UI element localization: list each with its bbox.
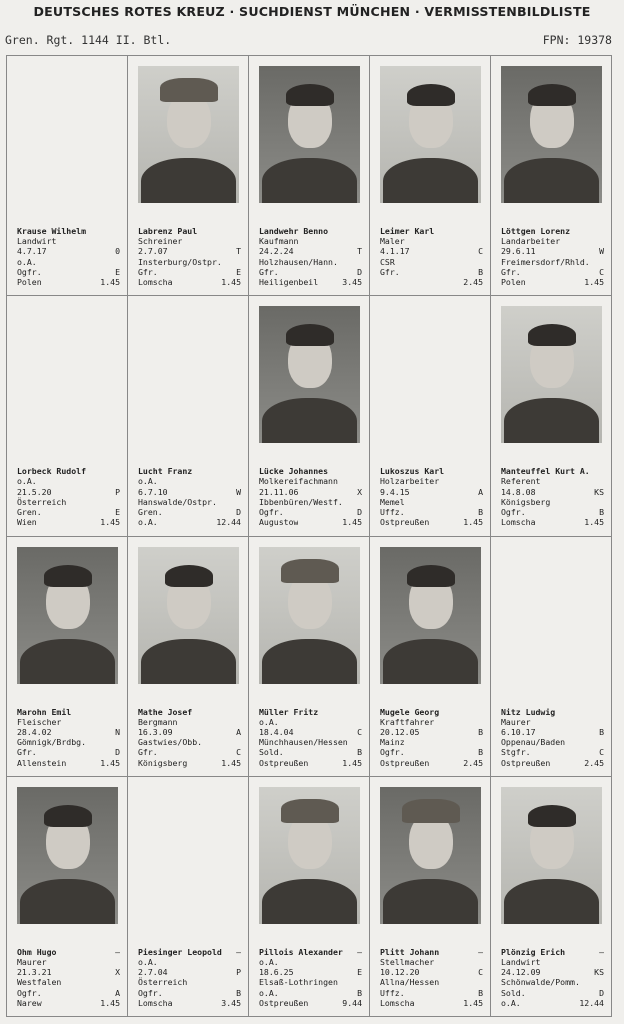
last-seen-date: 1.45 xyxy=(342,757,362,768)
last-seen-date: 1.45 xyxy=(100,517,120,528)
portrait-photo xyxy=(138,66,239,203)
rank-code: D xyxy=(236,507,241,518)
last-seen-date: 9.44 xyxy=(342,997,362,1008)
birth-date: 4.1.17 xyxy=(380,246,410,257)
name-mark: – xyxy=(115,946,120,957)
portrait-photo xyxy=(380,547,481,684)
last-seen-date: 1.45 xyxy=(221,757,241,768)
person-details xyxy=(380,466,483,527)
birth-date: 4.7.17 xyxy=(17,246,47,257)
birth-date: 6.10.17 xyxy=(501,726,536,737)
occupation: Schreiner xyxy=(138,236,183,247)
person-details xyxy=(17,226,120,287)
occupation: Referent xyxy=(501,476,541,487)
occupation: o.A. xyxy=(17,476,37,487)
rank-code: E xyxy=(115,507,120,518)
person-name: Marohn Emil xyxy=(17,706,72,717)
person-name: Krause Wilhelm xyxy=(17,226,87,237)
person-name: Löttgen Lorenz xyxy=(501,226,571,237)
person-details xyxy=(138,707,241,768)
person-card xyxy=(370,296,491,536)
person-details xyxy=(501,707,604,768)
occupation: Bergmann xyxy=(138,716,178,727)
rank-code: D xyxy=(357,266,362,277)
occupation: Holzarbeiter xyxy=(380,476,440,487)
last-seen-location: Ostpreußen xyxy=(501,757,551,768)
birth-date: 28.4.02 xyxy=(17,726,52,737)
birthplace: Holzhausen/Hann. xyxy=(259,256,338,267)
rank: Ogfr. xyxy=(501,507,526,518)
person-card xyxy=(491,296,612,536)
person-name: Lücke Johannes xyxy=(259,466,329,477)
birthplace: Elsaß-Lothringen xyxy=(259,977,338,988)
birth-code: A xyxy=(236,726,241,737)
name-mark: – xyxy=(478,946,483,957)
person-card xyxy=(370,537,491,777)
person-name: Ohm Hugo xyxy=(17,946,57,957)
rank: Ogfr. xyxy=(259,507,284,518)
birth-date: 6.7.10 xyxy=(138,486,168,497)
last-seen-date: 3.45 xyxy=(342,277,362,288)
last-seen-location: Königsberg xyxy=(138,757,188,768)
occupation: Kraftfahrer xyxy=(380,716,435,727)
person-details xyxy=(17,947,120,1008)
rank: Uffz. xyxy=(380,507,405,518)
birth-date: 18.6.25 xyxy=(259,967,294,978)
person-details xyxy=(380,226,483,287)
birth-code: T xyxy=(357,246,362,257)
person-name: Landwehr Benno xyxy=(259,226,329,237)
birthplace: Memel xyxy=(380,496,405,507)
portrait-photo xyxy=(259,66,360,203)
portrait-photo xyxy=(17,547,118,684)
person-name: Mathe Josef xyxy=(138,706,193,717)
person-name: Mugele Georg xyxy=(380,706,440,717)
birthplace: Westfalen xyxy=(17,977,62,988)
portrait-photo xyxy=(380,787,481,924)
person-details xyxy=(17,707,120,768)
last-seen-date: 2.45 xyxy=(463,757,483,768)
birthplace: Mainz xyxy=(380,737,405,748)
person-card xyxy=(128,537,249,777)
last-seen-date: 2.45 xyxy=(463,277,483,288)
rank-code: E xyxy=(236,266,241,277)
birth-code: E xyxy=(357,967,362,978)
rank: Gren. xyxy=(17,507,42,518)
person-name: Lucht Franz xyxy=(138,466,193,477)
last-seen-location: Lomscha xyxy=(138,277,173,288)
occupation: Maurer xyxy=(17,956,47,967)
last-seen-location: o.A. xyxy=(501,997,521,1008)
person-card xyxy=(7,296,128,536)
portrait-photo xyxy=(259,306,360,443)
person-name: Manteuffel Kurt A. xyxy=(501,466,590,477)
portrait-photo xyxy=(380,66,481,203)
rank: Sold. xyxy=(501,987,526,998)
birthplace: Allna/Hessen xyxy=(380,977,440,988)
rank: Sold. xyxy=(259,747,284,758)
last-seen-location: o.A. xyxy=(138,517,158,528)
person-card xyxy=(491,56,612,296)
person-details xyxy=(259,226,362,287)
rank: Stgfr. xyxy=(501,747,531,758)
last-seen-date: 1.45 xyxy=(100,757,120,768)
birth-date: 14.8.08 xyxy=(501,486,536,497)
person-card xyxy=(370,56,491,296)
last-seen-date: 1.45 xyxy=(342,517,362,528)
last-seen-location: Heiligenbeil xyxy=(259,277,319,288)
rank-code: C xyxy=(236,747,241,758)
portrait-photo xyxy=(259,787,360,924)
person-name: Müller Fritz xyxy=(259,706,319,717)
person-card xyxy=(249,56,370,296)
portrait-photo xyxy=(259,547,360,684)
birthplace: Schönwalde/Pomm. xyxy=(501,977,580,988)
unit-label: Gren. Rgt. 1144 II. Btl. xyxy=(5,33,172,47)
occupation: o.A. xyxy=(259,716,279,727)
occupation: o.A. xyxy=(138,956,158,967)
rank-code: B xyxy=(478,747,483,758)
person-card xyxy=(491,777,612,1017)
last-seen-location: Allenstein xyxy=(17,757,67,768)
occupation: o.A. xyxy=(259,956,279,967)
rank: Ogfr. xyxy=(17,266,42,277)
person-card xyxy=(7,56,128,296)
rank-code: B xyxy=(236,987,241,998)
person-details xyxy=(259,947,362,1008)
birthplace: Königsberg xyxy=(501,496,551,507)
rank: Ogfr. xyxy=(138,987,163,998)
last-seen-location: Lomscha xyxy=(138,997,173,1008)
rank: Uffz. xyxy=(380,987,405,998)
portrait-photo xyxy=(17,787,118,924)
occupation: Landwirt xyxy=(501,956,541,967)
person-details xyxy=(259,466,362,527)
occupation: Kaufmann xyxy=(259,236,299,247)
person-name: Pillois Alexander xyxy=(259,946,343,957)
rank-code: B xyxy=(357,987,362,998)
birth-code: T xyxy=(236,246,241,257)
person-details xyxy=(501,947,604,1008)
rank-code: E xyxy=(115,266,120,277)
occupation: Landwirt xyxy=(17,236,57,247)
person-card xyxy=(491,537,612,777)
rank: Gfr. xyxy=(380,266,400,277)
person-details xyxy=(380,947,483,1008)
person-details xyxy=(138,947,241,1008)
last-seen-location: Ostpreußen xyxy=(380,517,430,528)
last-seen-date: 2.45 xyxy=(584,757,604,768)
person-card xyxy=(7,777,128,1017)
birth-code: C xyxy=(478,967,483,978)
birth-code: W xyxy=(236,486,241,497)
last-seen-date: 1.45 xyxy=(584,517,604,528)
birthplace: Freimersdorf/Rhld. xyxy=(501,256,590,267)
birth-code: W xyxy=(599,246,604,257)
birth-date: 20.12.05 xyxy=(380,726,420,737)
portrait-photo xyxy=(501,306,602,443)
rank-code: B xyxy=(478,987,483,998)
birth-code: KS xyxy=(594,486,604,497)
last-seen-date: 1.45 xyxy=(221,277,241,288)
person-details xyxy=(501,466,604,527)
last-seen-date: 1.45 xyxy=(463,517,483,528)
person-card xyxy=(128,296,249,536)
birth-code: X xyxy=(115,967,120,978)
rank: Gfr. xyxy=(138,747,158,758)
rank-code: A xyxy=(115,987,120,998)
person-name: Labrenz Paul xyxy=(138,226,198,237)
occupation: Molkereifachmann xyxy=(259,476,338,487)
page-title: DEUTSCHES ROTES KREUZ · SUCHDIENST MÜNCHEN · VERMISSTENBILDLISTE xyxy=(33,4,591,19)
name-mark: – xyxy=(236,946,241,957)
field-post-number: FPN: 19378 xyxy=(542,33,612,47)
name-mark: – xyxy=(599,946,604,957)
last-seen-location: Polen xyxy=(501,277,526,288)
last-seen-location: Polen xyxy=(17,277,42,288)
birth-code: C xyxy=(478,246,483,257)
birth-code: P xyxy=(115,486,120,497)
person-card xyxy=(128,56,249,296)
person-name: Piesinger Leopold xyxy=(138,946,222,957)
occupation: Maurer xyxy=(501,716,531,727)
person-card xyxy=(249,777,370,1017)
birthplace: Gömnigk/Brdbg. xyxy=(17,737,87,748)
occupation: Landarbeiter xyxy=(501,236,561,247)
person-details xyxy=(138,226,241,287)
missing-persons-grid xyxy=(6,55,612,1017)
person-details xyxy=(259,707,362,768)
occupation: Maler xyxy=(380,236,405,247)
last-seen-location: Lomscha xyxy=(501,517,536,528)
birth-code: B xyxy=(599,726,604,737)
birthplace: Hanswalde/Ostpr. xyxy=(138,496,217,507)
person-details xyxy=(17,466,120,527)
rank: Gfr. xyxy=(259,266,279,277)
last-seen-date: 12.44 xyxy=(579,997,604,1008)
rank: Gfr. xyxy=(138,266,158,277)
birth-code: KS xyxy=(594,967,604,978)
birthplace: o.A. xyxy=(17,256,37,267)
last-seen-date: 12.44 xyxy=(216,517,241,528)
birth-code: A xyxy=(478,486,483,497)
person-card xyxy=(128,777,249,1017)
last-seen-location: Wien xyxy=(17,517,37,528)
person-details xyxy=(380,707,483,768)
portrait-photo xyxy=(138,547,239,684)
birthplace: Münchhausen/Hessen xyxy=(259,737,348,748)
last-seen-location: Ostpreußen xyxy=(380,757,430,768)
birth-date: 2.7.07 xyxy=(138,246,168,257)
birth-code: P xyxy=(236,967,241,978)
birth-code: 0 xyxy=(115,246,120,257)
rank-code: D xyxy=(115,747,120,758)
birth-code: X xyxy=(357,486,362,497)
birth-date: 24.12.09 xyxy=(501,967,541,978)
last-seen-date: 1.45 xyxy=(584,277,604,288)
birthplace: CSR xyxy=(380,256,395,267)
rank-code: C xyxy=(599,747,604,758)
rank-code: B xyxy=(599,507,604,518)
person-name: Leimer Karl xyxy=(380,226,435,237)
birth-date: 29.6.11 xyxy=(501,246,536,257)
name-mark: – xyxy=(357,946,362,957)
rank-code: B xyxy=(357,747,362,758)
person-card xyxy=(249,537,370,777)
birthplace: Österreich xyxy=(17,496,67,507)
last-seen-location: Lomscha xyxy=(380,997,415,1008)
birth-code: N xyxy=(115,726,120,737)
last-seen-location: Ostpreußen xyxy=(259,757,309,768)
person-card xyxy=(7,537,128,777)
birth-date: 18.4.04 xyxy=(259,726,294,737)
last-seen-date: 1.45 xyxy=(463,997,483,1008)
birthplace: Ibbenbüren/Westf. xyxy=(259,496,343,507)
birth-date: 9.4.15 xyxy=(380,486,410,497)
occupation: Stellmacher xyxy=(380,956,435,967)
rank: Ogfr. xyxy=(380,747,405,758)
person-name: Plönzig Erich xyxy=(501,946,566,957)
rank-code: D xyxy=(599,987,604,998)
birth-date: 21.11.06 xyxy=(259,486,299,497)
birthplace: Österreich xyxy=(138,977,188,988)
rank-code: C xyxy=(599,266,604,277)
portrait-photo xyxy=(501,66,602,203)
rank: Gfr. xyxy=(501,266,521,277)
person-name: Plitt Johann xyxy=(380,946,440,957)
rank-code: B xyxy=(478,266,483,277)
rank: Ogfr. xyxy=(17,987,42,998)
birth-date: 21.3.21 xyxy=(17,967,52,978)
rank-code: D xyxy=(357,507,362,518)
birth-code: B xyxy=(478,726,483,737)
birth-date: 24.2.24 xyxy=(259,246,294,257)
last-seen-date: 3.45 xyxy=(221,997,241,1008)
occupation: Fleischer xyxy=(17,716,62,727)
person-card xyxy=(370,777,491,1017)
last-seen-date: 1.45 xyxy=(100,277,120,288)
birth-code: C xyxy=(357,726,362,737)
rank: Gren. xyxy=(138,507,163,518)
birthplace: Insterburg/Ostpr. xyxy=(138,256,222,267)
rank: o.A. xyxy=(259,987,279,998)
person-name: Lukoszus Karl xyxy=(380,466,445,477)
last-seen-date: 1.45 xyxy=(100,997,120,1008)
person-details xyxy=(501,226,604,287)
birth-date: 2.7.04 xyxy=(138,967,168,978)
last-seen-location: Ostpreußen xyxy=(259,997,309,1008)
rank: Gfr. xyxy=(17,747,37,758)
birthplace: Oppenau/Baden xyxy=(501,737,566,748)
person-name: Lorbeck Rudolf xyxy=(17,466,87,477)
birth-date: 16.3.09 xyxy=(138,726,173,737)
person-card xyxy=(249,296,370,536)
last-seen-location: Narew xyxy=(17,997,42,1008)
birth-date: 10.12.20 xyxy=(380,967,420,978)
occupation: o.A. xyxy=(138,476,158,487)
birth-date: 21.5.20 xyxy=(17,486,52,497)
person-name: Nitz Ludwig xyxy=(501,706,556,717)
birthplace: Gastwies/Obb. xyxy=(138,737,203,748)
portrait-photo xyxy=(501,787,602,924)
person-details xyxy=(138,466,241,527)
last-seen-location: Augustow xyxy=(259,517,299,528)
rank-code: B xyxy=(478,507,483,518)
